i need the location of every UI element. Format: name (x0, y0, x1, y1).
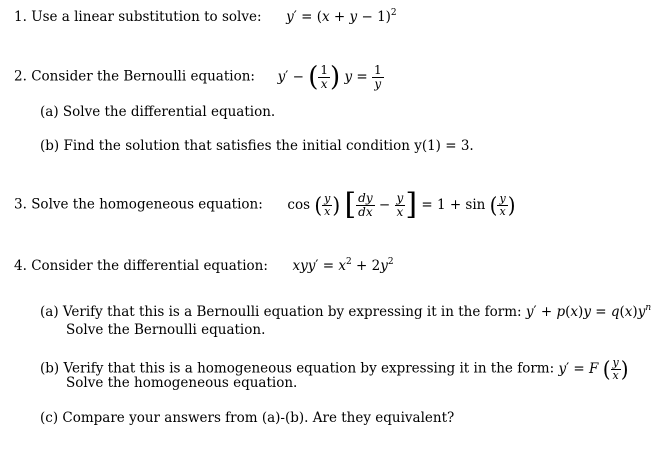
problem-3 (14, 187, 516, 222)
problem-4-number: 4. (14, 258, 27, 274)
part-label: (a) (40, 104, 59, 120)
homogeneous-form: y′ = F ( $\frac{y}{x}$ ) (558, 356, 629, 382)
problem-2-number: 2. (14, 68, 27, 85)
problem-4-part-b-line2: Solve the homogeneous equation. (66, 375, 298, 391)
part-text: Compare your answers from (a)-(b). Are they equivalent? (62, 410, 455, 426)
problem-4-part-a (40, 304, 651, 320)
problem-3-equation: cos ( $\frac{y}{x}$ ) [ $\frac{dy}{dx}$ − $\frac{y}{x}$ ] = 1 + sin ( $\frac{y}{x}$ ) (287, 187, 516, 222)
part-label: (c) (40, 410, 59, 426)
problem-1 (14, 9, 397, 25)
problem-4-text: Consider the differential equation: (31, 258, 268, 274)
problem-1-text: Use a linear substitution to solve: (31, 9, 262, 25)
problem-2-text: Consider the Bernoulli equation: (31, 68, 255, 85)
part-label: (b) (40, 360, 60, 377)
problem-1-number: 1. (14, 9, 27, 25)
part-label: (a) (40, 304, 59, 320)
problem-1-equation: $y' = (x + y - 1)^2$ (286, 8, 397, 25)
part-text: Verify that this is a Bernoulli equation by expressing it in the form: (62, 304, 522, 320)
part-label: (b) (40, 138, 60, 154)
part-text: Find the solution that satisfies the initial condition y(1) = 3. (63, 138, 474, 154)
problem-4-part-a-line2: Solve the Bernoulli equation. (66, 322, 266, 338)
problem-2-part-b (40, 138, 474, 154)
part-text: Verify that this is a homogeneous equation by expressing it in the form: (63, 360, 555, 377)
problem-2 (14, 61, 384, 93)
bernoulli-form: $y' + p(x)y = q(x)y^n$ (525, 303, 652, 320)
problem-2-part-a (40, 104, 275, 120)
problem-3-text: Solve the homogeneous equation: (31, 196, 263, 213)
problem-2-equation: y′ − ( $\frac{1}{x}$ ) y = $\frac{1}{y}$ (277, 61, 382, 93)
problem-4 (14, 258, 394, 274)
problem-3-number: 3. (14, 196, 27, 213)
problem-4-equation: $xyy' = x^2 + 2y^2$ (292, 257, 394, 274)
part-text: Solve the differential equation. (62, 104, 276, 120)
problem-4-part-c (40, 410, 454, 426)
